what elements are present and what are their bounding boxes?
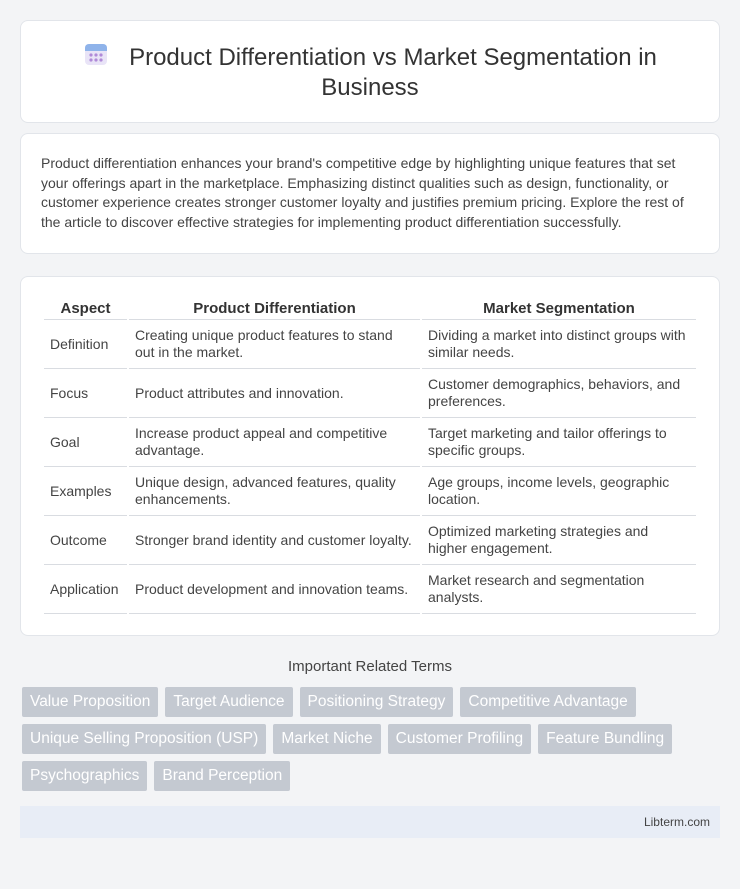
tag-positioning-strategy[interactable]: Positioning Strategy	[300, 687, 454, 717]
market-segmentation-cell: Age groups, income levels, geographic location.	[422, 467, 696, 516]
market-segmentation-cell: Customer demographics, behaviors, and preferences.	[422, 369, 696, 418]
tag-customer-profiling[interactable]: Customer Profiling	[388, 724, 532, 754]
header-product-differentiation: Product Differentiation	[129, 297, 420, 320]
product-differentiation-cell: Stronger brand identity and customer loyalty.	[129, 516, 420, 565]
tag-brand-perception[interactable]: Brand Perception	[154, 761, 290, 791]
table-row	[44, 516, 696, 565]
tag-value-proposition[interactable]: Value Proposition	[22, 687, 158, 717]
tag-competitive-advantage[interactable]: Competitive Advantage	[460, 687, 635, 717]
page-title-wrap	[61, 41, 679, 103]
header-aspect: Aspect	[44, 297, 127, 320]
tag-feature-bundling[interactable]: Feature Bundling	[538, 724, 672, 754]
aspect-cell: Goal	[44, 418, 127, 467]
aspect-cell: Focus	[44, 369, 127, 418]
market-segmentation-cell: Dividing a market into distinct groups with similar needs.	[422, 320, 696, 369]
calendar-grid-icon	[83, 41, 109, 67]
page-title: Product Differentiation vs Market Segmentation in Business	[129, 43, 657, 101]
footer	[20, 806, 720, 838]
comparison-card	[20, 276, 720, 636]
product-differentiation-cell: Product attributes and innovation.	[129, 369, 420, 418]
related-terms-title: Important Related Terms	[288, 658, 452, 675]
product-differentiation-cell: Product development and innovation teams.	[129, 565, 420, 614]
comparison-table	[42, 297, 698, 614]
table-row	[44, 565, 696, 614]
related-terms-list	[0, 687, 740, 791]
table-row	[44, 467, 696, 516]
tag-unique-selling-proposition[interactable]: Unique Selling Proposition (USP)	[22, 724, 266, 754]
aspect-cell: Application	[44, 565, 127, 614]
table-row	[44, 369, 696, 418]
title-card	[20, 20, 720, 123]
market-segmentation-cell: Market research and segmentation analysts.	[422, 565, 696, 614]
market-segmentation-cell: Optimized marketing strategies and higher engagement.	[422, 516, 696, 565]
tag-market-niche[interactable]: Market Niche	[273, 724, 380, 754]
table-row	[44, 320, 696, 369]
intro-card	[20, 133, 720, 254]
aspect-cell: Definition	[44, 320, 127, 369]
market-segmentation-cell: Target marketing and tailor offerings to specific groups.	[422, 418, 696, 467]
intro-text: Product differentiation enhances your brand's competitive edge by highlighting unique features that set your offerings apart in the marketplace. Emphasizing distinct qualities such as design, functionality, or customer experience creates stronger customer loyalty and justifies premium pricing. Explore the rest of the article to discover effective strategies for implementing product differentiation successfully.	[41, 155, 684, 230]
footer-site-link[interactable]: Libterm.com	[643, 815, 710, 829]
aspect-cell: Examples	[44, 467, 127, 516]
tag-psychographics[interactable]: Psychographics	[22, 761, 147, 791]
table-header-row	[44, 297, 696, 320]
aspect-cell: Outcome	[44, 516, 127, 565]
product-differentiation-cell: Increase product appeal and competitive advantage.	[129, 418, 420, 467]
tag-target-audience[interactable]: Target Audience	[165, 687, 292, 717]
product-differentiation-cell: Unique design, advanced features, quality enhancements.	[129, 467, 420, 516]
product-differentiation-cell: Creating unique product features to stand out in the market.	[129, 320, 420, 369]
table-row	[44, 418, 696, 467]
header-market-segmentation: Market Segmentation	[422, 297, 696, 320]
